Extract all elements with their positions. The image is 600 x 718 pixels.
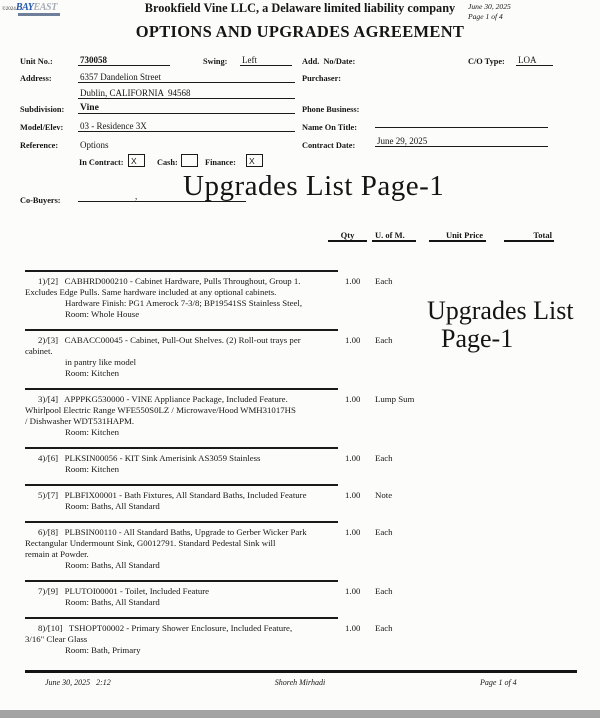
item-body — [25, 582, 577, 617]
item-detail-line: in pantry like model — [65, 357, 137, 367]
finance-label: Finance: — [205, 158, 236, 167]
contract-date-value: June 29, 2025 — [375, 133, 548, 147]
logo-copyright: ©2024 — [2, 7, 16, 12]
item-description — [25, 527, 338, 571]
item-text-line: 3/16" Clear Glass — [25, 634, 88, 644]
address-label: Address: — [20, 74, 52, 83]
phone-business-label: Phone Business: — [302, 105, 360, 114]
cash-checkbox — [181, 154, 198, 167]
item-text-line: remain at Powder. — [25, 549, 89, 559]
item-qty: 1.00 — [345, 527, 361, 537]
swing-label: Swing: — [203, 57, 228, 66]
item-uom: Note — [375, 490, 393, 500]
item-uom: Lump Sum — [375, 394, 415, 404]
item-detail-line: Room: Baths, All Standard — [65, 597, 160, 607]
co-type-label: C/O Type: — [468, 57, 505, 66]
column-header-qty: Qty — [328, 227, 367, 242]
item-detail-line: Room: Whole House — [65, 309, 140, 319]
unit-no-value: 730058 — [78, 52, 170, 66]
co-type-value: LOA — [516, 52, 553, 66]
subdivision-value: Vine — [78, 100, 295, 114]
purchaser-label: Purchaser: — [302, 74, 342, 83]
item-text-line: 1)/[2] CABHRD000210 - Cabinet Hardware, Pulls Throughout, Group 1. — [38, 276, 301, 286]
item-body — [25, 449, 577, 484]
column-header-uom: U. of M. — [372, 227, 416, 242]
item-detail-line: Hardware Finish: PG1 Amerock 7-3/8; BP19541SS Stainless Steel, — [65, 298, 303, 308]
table-row — [25, 270, 577, 329]
item-detail-line: Room: Baths, All Standard — [65, 501, 160, 511]
name-on-title-value — [375, 114, 548, 128]
item-text-line: 4)/[6] PLKSIN00056 - KIT Sink Amerisink AS3059 Stainless — [38, 453, 261, 463]
item-detail-line: Room: Bath, Primary — [65, 645, 141, 655]
table-row — [25, 521, 577, 580]
logo-east-text: EAST — [33, 2, 57, 13]
item-description — [25, 490, 338, 512]
item-description — [25, 623, 338, 656]
item-text-line: / Dishwasher WDT531HAPM. — [25, 416, 135, 426]
item-body — [25, 619, 577, 665]
item-text-line: 2)/[3] CABACC00045 - Cabinet, Pull-Out Shelves. (2) Roll-out trays per — [38, 335, 301, 345]
in-contract-label: In Contract: — [79, 158, 124, 167]
model-elev-label: Model/Elev: — [20, 123, 64, 132]
item-qty: 1.00 — [345, 276, 361, 286]
unit-no-label: Unit No.: — [20, 57, 53, 66]
item-text-line: Excludes Edge Pulls. Same hardware included at any optional cabinets. — [25, 287, 277, 297]
table-row — [25, 447, 577, 484]
item-description — [25, 394, 338, 438]
side-stamp-line2: Page-1 — [441, 324, 514, 353]
items-list — [25, 270, 577, 665]
item-uom: Each — [375, 276, 393, 286]
item-detail-line: Room: Kitchen — [65, 464, 119, 474]
table-row — [25, 484, 577, 521]
item-description — [25, 276, 338, 320]
item-body — [25, 390, 577, 447]
item-qty: 1.00 — [345, 586, 361, 596]
item-description — [25, 586, 338, 608]
company-name: Brookfield Vine LLC, a Delaware limited liability company — [144, 1, 456, 15]
item-qty: 1.00 — [345, 490, 361, 500]
item-qty: 1.00 — [345, 623, 361, 633]
item-text-line: Rectangular Undermount Sink, G0012791. Standard Pedestal Sink will — [25, 538, 276, 548]
item-description — [25, 453, 338, 475]
item-uom: Each — [375, 623, 393, 633]
item-body — [25, 523, 577, 580]
item-qty: 1.00 — [345, 453, 361, 463]
footer-prepared-by: Shoreh Mirhadi — [274, 678, 326, 687]
reference-label: Reference: — [20, 141, 59, 150]
item-body — [25, 331, 577, 388]
item-uom: Each — [375, 586, 393, 596]
cash-label: Cash: — [157, 158, 178, 167]
reference-value: Options — [80, 140, 109, 150]
item-text-line: Whirlpool Electric Range WFE550S0LZ / Microwave/Hood WMH31017HS — [25, 405, 296, 415]
logo-bay-text: BAY — [15, 2, 34, 13]
header-date: June 30, 2025 — [468, 2, 511, 11]
upgrades-list-stamp: Upgrades List Page-1 — [183, 170, 445, 202]
side-stamp-line1: Upgrades List — [427, 296, 574, 325]
item-detail-line: Room: Kitchen — [65, 368, 119, 378]
item-text-line: 3)/[4] APPPKG530000 - VINE Appliance Package, Included Feature. — [38, 394, 288, 404]
item-text-line: 7)/[9] PLUTOI00001 - Toilet, Included Feature — [38, 586, 210, 596]
name-on-title-label: Name On Title: — [302, 123, 358, 132]
column-header-total: Total — [504, 227, 554, 242]
item-text-line: 8)/[10] TSHOPT00002 - Primary Shower Enclosure, Included Feature, — [38, 623, 293, 633]
in-contract-checkbox: X — [128, 154, 145, 167]
header-date-page — [468, 2, 511, 22]
scan-edge-artifact — [0, 710, 600, 718]
item-text-line: cabinet. — [25, 346, 53, 356]
footer-datetime: June 30, 2025 2:12 — [45, 678, 111, 687]
item-detail-line: Room: Baths, All Standard — [65, 560, 160, 570]
item-uom: Each — [375, 335, 393, 345]
header-page-number: Page 1 of 4 — [468, 12, 503, 21]
co-buyers-value: , — [78, 188, 246, 202]
item-text-line: 5)/[7] PLBFIX00001 - Bath Fixtures, All Standard Baths, Included Feature — [38, 490, 307, 500]
item-qty: 1.00 — [345, 394, 361, 404]
add-no-date-label: Add. No/Date: — [302, 57, 356, 66]
item-body — [25, 486, 577, 521]
item-text-line: 6)/[8] PLBSIN00110 - All Standard Baths, Upgrade to Gerber Wicker Park — [38, 527, 307, 537]
model-elev-value: 03 - Residence 3X — [78, 118, 295, 132]
table-row — [25, 388, 577, 447]
subdivision-label: Subdivision: — [20, 105, 65, 114]
address-line2: Dublin, CALIFORNIA 94568 — [78, 85, 295, 99]
table-row — [25, 329, 577, 388]
co-buyers-label: Co-Buyers: — [20, 196, 61, 205]
item-uom: Each — [375, 453, 393, 463]
item-description — [25, 335, 338, 379]
item-body — [25, 272, 577, 329]
finance-checkbox: X — [246, 154, 263, 167]
column-header-unit-price: Unit Price — [429, 227, 486, 242]
item-detail-line: Room: Kitchen — [65, 427, 119, 437]
footer-page-number: Page 1 of 4 — [480, 678, 517, 687]
contract-date-label: Contract Date: — [302, 141, 356, 150]
table-row — [25, 617, 577, 665]
swing-value: Left — [240, 52, 292, 66]
footer-rule — [25, 670, 577, 673]
item-uom: Each — [375, 527, 393, 537]
item-qty: 1.00 — [345, 335, 361, 345]
table-row — [25, 580, 577, 617]
document-title: OPTIONS AND UPGRADES AGREEMENT — [135, 22, 465, 41]
address-line1: 6357 Dandelion Street — [78, 69, 295, 83]
